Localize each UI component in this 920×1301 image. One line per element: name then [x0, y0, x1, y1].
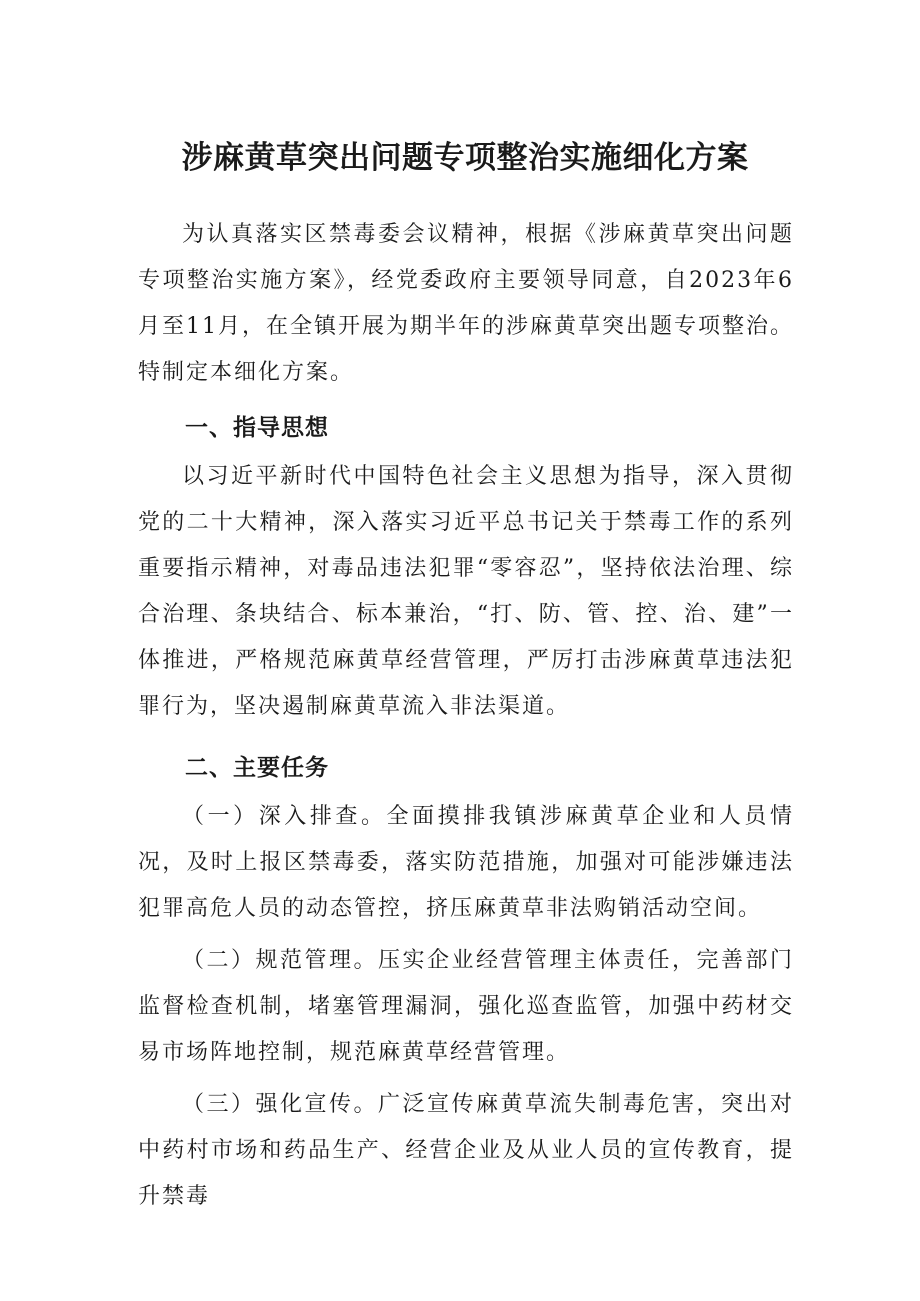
task-item-publicity: （三）强化宣传。广泛宣传麻黄草流失制毒危害，突出对中药村市场和药品生产、经营企业及从业人员的宣传教育，提升禁毒 [138, 1092, 794, 1209]
guiding-ideology-paragraph: 以习近平新时代中国特色社会主义思想为指导，深入贯彻党的二十大精神，深入落实习近平总书记关于禁毒工作的系列重要指示精神，对毒品违法犯罪“零容忍”，坚持依法治理、综合治理、条块结合、标本兼治，“打、防、管、控、治、建”一体推进，严格规范麻黄草经营管理，严厉打击涉麻黄草违法犯罪行为，坚决遏制麻黄草流入非法渠道。 [138, 464, 794, 719]
task-item-management: （二）规范管理。压实企业经营管理主体责任，完善部门监督检查机制，堵塞管理漏洞，强化巡查监管，加强中药材交易市场阵地控制，规范麻黄草经营管理。 [138, 948, 794, 1065]
section-heading-guiding-ideology: 一、指导思想 [185, 415, 329, 441]
section-heading-main-tasks: 二、主要任务 [185, 755, 329, 781]
document-title: 涉麻黄草突出问题专项整治实施细化方案 [181, 140, 749, 176]
task-item-investigation: （一）深入排查。全面摸排我镇涉麻黄草企业和人员情况，及时上报区禁毒委，落实防范措施，加强对可能涉嫌违法犯罪高危人员的动态管控，挤压麻黄草非法购销活动空间。 [138, 804, 794, 921]
intro-paragraph: 为认真落实区禁毒委会议精神，根据《涉麻黄草突出问题专项整治实施方案》，经党委政府主要领导同意，自2023年6月至11月，在全镇开展为期半年的涉麻黄草突出题专项整治。特制定本细化方案。 [138, 222, 794, 385]
